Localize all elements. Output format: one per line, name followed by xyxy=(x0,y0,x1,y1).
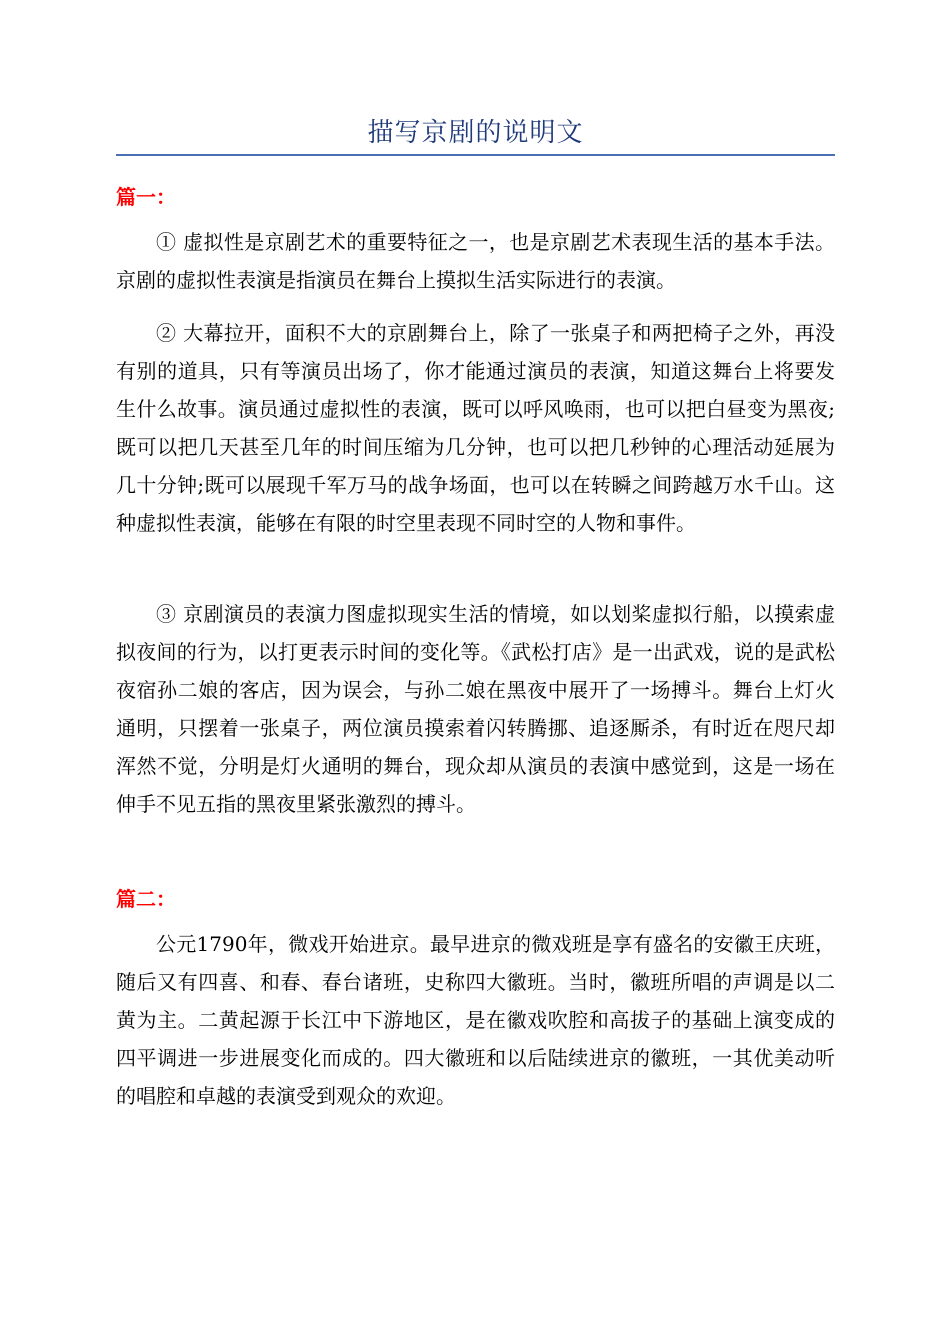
section-heading-1: 篇一： xyxy=(116,185,176,209)
paragraph-1: ① 虚拟性是京剧艺术的重要特征之一，也是京剧艺术表现生活的基本手法。京剧的虚拟性表演是指演员在舞台上摸拟生活实际进行的表演。 xyxy=(116,230,835,292)
title-underline xyxy=(116,154,835,156)
paragraph-2: ② 大幕拉开，面积不大的京剧舞台上，除了一张桌子和两把椅子之外，再没有别的道具，只有等演员出场了，你才能通过演员的表演，知道这舞台上将要发生什么故事。演员通过虚拟性的表演，既可以呼风唤雨，也可以把白昼变为黑夜;既可以把几天甚至几年的时间压缩为几分钟，也可以把几秒钟的心理活动延展为几十分钟;既可以展现千军万马的战争场面，也可以在转瞬之间跨越万水千山。这种虚拟性表演，能够在有限的时空里表现不同时空的人物和事件。 xyxy=(116,321,835,535)
paragraph-3: ③ 京剧演员的表演力图虚拟现实生活的情境，如以划桨虚拟行船，以摸索虚拟夜间的行为，以打更表示时间的变化等。《武松打店》是一出武戏，说的是武松夜宿孙二娘的客店，因为误会，与孙二娘在黑夜中展开了一场搏斗。舞台上灯火通明，只摆着一张桌子，两位演员摸索着闪转腾挪、追逐厮杀，有时近在咫尺却浑然不觉，分明是灯火通明的舞台，现众却从演员的表演中感觉到，这是一场在伸手不见五指的黑夜里紧张激烈的搏斗。 xyxy=(116,602,835,816)
document-title: 描写京剧的说明文 xyxy=(367,118,584,148)
section-heading-2: 篇二： xyxy=(116,887,176,911)
paragraph-4: 公元1790年，微戏开始进京。最早进京的微戏班是享有盛名的安徽王庆班，随后又有四喜、和春、春台诸班，史称四大徽班。当时，徽班所唱的声调是以二黄为主。二黄起源于长江中下游地区，是在徽戏吹腔和高拔子的基础上演变成的四平调进一步进展变化而成的。四大徽班和以后陆续进京的徽班，一其优美动听的唱腔和卓越的表演受到观众的欢迎。 xyxy=(116,932,835,1108)
